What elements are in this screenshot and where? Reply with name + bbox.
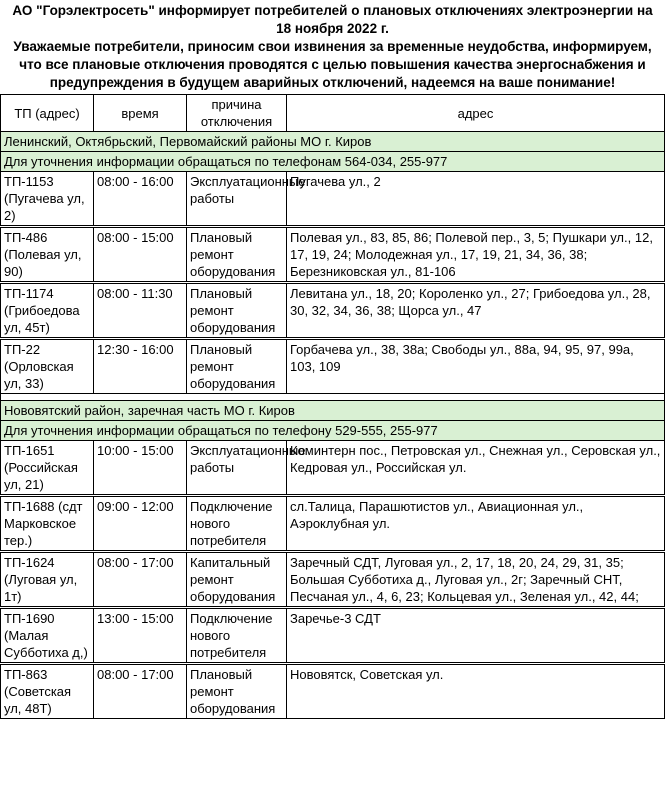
time-cell: 12:30 - 16:00 xyxy=(94,339,187,394)
time-cell: 10:00 - 15:00 xyxy=(94,441,187,496)
section-phones-row xyxy=(1,152,665,172)
address-cell: Заречье-3 СДТ xyxy=(287,608,665,664)
section-district-row xyxy=(1,132,665,152)
reason-cell: Плановый ремонт оборудования xyxy=(187,339,287,394)
section-phones: Для уточнения информации обращаться по телефонам 564-034, 255-977 xyxy=(1,152,665,172)
title-line-2: 18 ноября 2022 г. xyxy=(276,21,389,36)
time-cell: 09:00 - 12:00 xyxy=(94,496,187,552)
address-cell: Нововятск, Советская ул. xyxy=(287,664,665,719)
document-title xyxy=(0,0,665,38)
address-cell: сл.Талица, Парашютистов ул., Авиационная ул., Аэроклубная ул. xyxy=(287,496,665,552)
section-phones: Для уточнения информации обращаться по телефону 529-555, 255-977 xyxy=(1,421,665,441)
table-row xyxy=(1,172,665,227)
section-phones-row xyxy=(1,421,665,441)
tp-cell: ТП-863 (Советская ул, 48Т) xyxy=(1,664,94,719)
address-cell: Горбачева ул., 38, 38а; Свободы ул., 88а, 94, 95, 97, 99а, 103, 109 xyxy=(287,339,665,394)
col-header-address: адрес xyxy=(287,95,665,132)
time-cell: 08:00 - 16:00 xyxy=(94,172,187,227)
table-body xyxy=(1,132,665,719)
tp-cell: ТП-1690 (Малая Субботиха д,) xyxy=(1,608,94,664)
tp-cell: ТП-1624 (Луговая ул, 1т) xyxy=(1,552,94,608)
tp-cell: ТП-486 (Полевая ул, 90) xyxy=(1,227,94,283)
notice xyxy=(0,38,665,92)
notice-line-1: Уважаемые потребители, приносим свои извинения за временные неудобства, информируем, xyxy=(13,39,652,54)
address-cell: Пугачева ул., 2 xyxy=(287,172,665,227)
table-row xyxy=(1,339,665,394)
col-header-time: время xyxy=(94,95,187,132)
reason-cell: Плановый ремонт оборудования xyxy=(187,283,287,339)
time-cell: 08:00 - 15:00 xyxy=(94,227,187,283)
outage-table xyxy=(0,94,665,719)
address-cell: Левитана ул., 18, 20; Короленко ул., 27; Грибоедова ул., 28, 30, 32, 34, 36, 38; Щорса ул., 47 xyxy=(287,283,665,339)
notice-line-3: предупреждения в будущем аварийных отключений, надеемся на ваше понимание! xyxy=(49,75,616,90)
reason-cell: Эксплуатационные работы xyxy=(187,172,287,227)
address-cell: Заречный СДТ, Луговая ул., 2, 17, 18, 20, 24, 29, 31, 35; Большая Субботиха д., Луговая ул., 2г; Заречный СНТ, Песчаная ул., 4, 6, 23; Кольцевая ул., Зеленая ул., 42, 44; xyxy=(287,552,665,608)
time-cell: 08:00 - 17:00 xyxy=(94,552,187,608)
table-row xyxy=(1,283,665,339)
table-header-row xyxy=(1,95,665,132)
address-cell: Коминтерн пос., Петровская ул., Снежная ул., Серовская ул., Кедровая ул., Российская ул. xyxy=(287,441,665,496)
section-district: Ленинский, Октябрьский, Первомайский районы МО г. Киров xyxy=(1,132,665,152)
tp-cell: ТП-1174 (Грибоедова ул, 45т) xyxy=(1,283,94,339)
table-row xyxy=(1,441,665,496)
table-row xyxy=(1,664,665,719)
address-cell: Полевая ул., 83, 85, 86; Полевой пер., 3, 5; Пушкари ул., 12, 17, 19, 24; Молодежная ул., 17, 19, 21, 34, 36, 38; Березниковская ул., 81-106 xyxy=(287,227,665,283)
reason-cell: Капитальный ремонт оборудования xyxy=(187,552,287,608)
section-gap xyxy=(1,394,665,401)
section-district-row xyxy=(1,401,665,421)
reason-cell: Подключение нового потребителя xyxy=(187,496,287,552)
title-line-1: АО "Горэлектросеть" информирует потребителей о плановых отключениях электроэнергии на xyxy=(12,3,653,18)
tp-cell: ТП-1651 (Российская ул, 21) xyxy=(1,441,94,496)
reason-cell: Подключение нового потребителя xyxy=(187,608,287,664)
tp-cell: ТП-22 (Орловская ул, 33) xyxy=(1,339,94,394)
section-gap-cell xyxy=(1,394,665,401)
table-row xyxy=(1,227,665,283)
tp-cell: ТП-1153 (Пугачева ул, 2) xyxy=(1,172,94,227)
reason-cell: Эксплуатационные работы xyxy=(187,441,287,496)
section-district: Нововятский район, заречная часть МО г. Киров xyxy=(1,401,665,421)
reason-cell: Плановый ремонт оборудования xyxy=(187,664,287,719)
reason-cell: Плановый ремонт оборудования xyxy=(187,227,287,283)
time-cell: 13:00 - 15:00 xyxy=(94,608,187,664)
table-row xyxy=(1,608,665,664)
col-header-reason: причина отключения xyxy=(187,95,287,132)
col-header-tp: ТП (адрес) xyxy=(1,95,94,132)
table-row xyxy=(1,552,665,608)
time-cell: 08:00 - 11:30 xyxy=(94,283,187,339)
time-cell: 08:00 - 17:00 xyxy=(94,664,187,719)
table-row xyxy=(1,496,665,552)
notice-line-2: что все плановые отключения проводятся с целью повышения качества энергоснабжения и xyxy=(19,57,646,72)
tp-cell: ТП-1688 (сдт Марковское тер.) xyxy=(1,496,94,552)
